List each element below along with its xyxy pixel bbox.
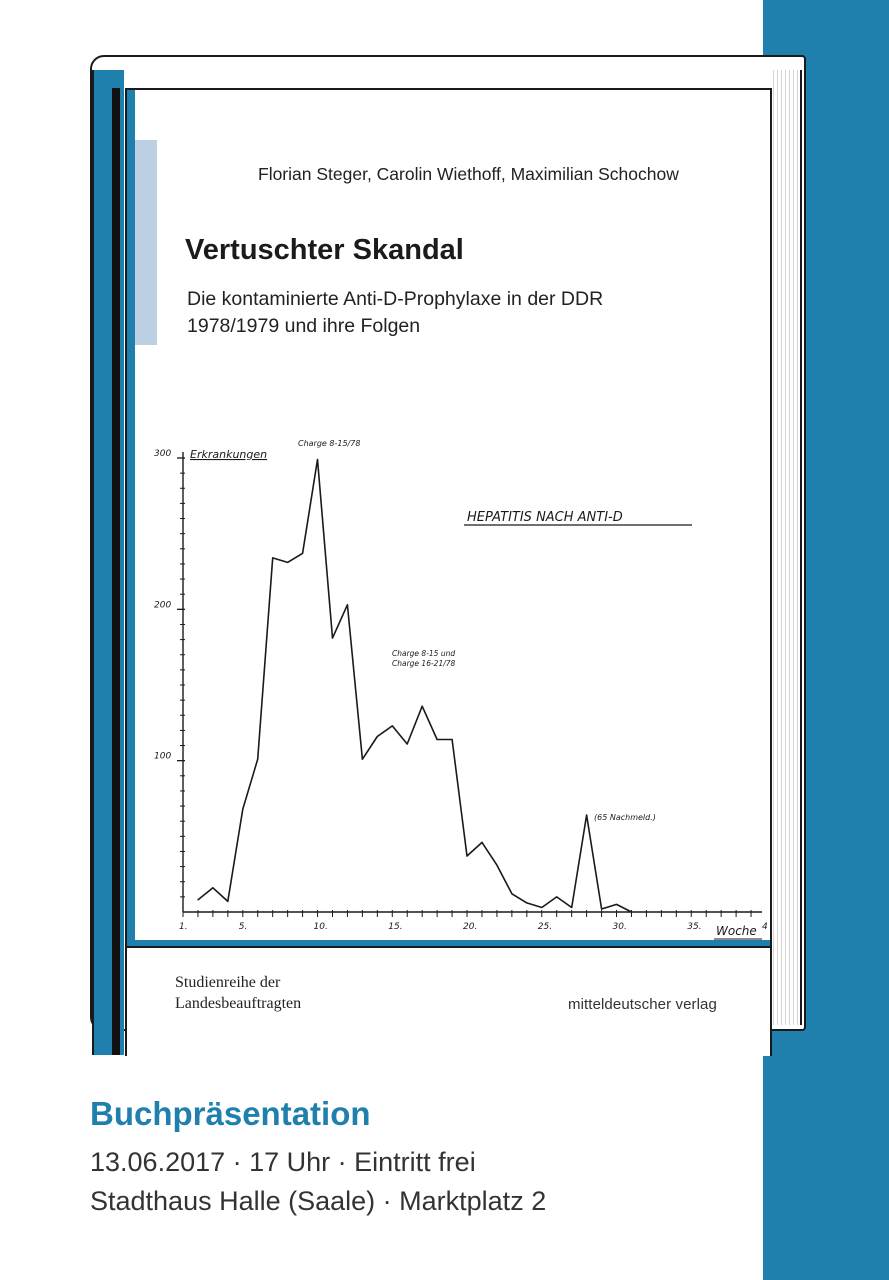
data-point xyxy=(212,887,213,888)
book-authors: Florian Steger, Carolin Wiethoff, Maximilian Schochow xyxy=(258,164,679,184)
data-point xyxy=(481,842,482,843)
data-point xyxy=(631,911,632,912)
publisher-name: mitteldeutscher verlag xyxy=(568,996,717,1013)
data-point xyxy=(287,562,288,563)
data-point xyxy=(257,759,258,760)
data-point xyxy=(526,902,527,903)
data-point xyxy=(362,759,363,760)
data-point xyxy=(466,855,467,856)
chart-title: HEPATITIS NACH ANTI-D xyxy=(467,510,623,525)
x-tick-label: 10. xyxy=(313,922,328,932)
event-date-time: 13.06.2017 · 17 Uhr · Eintritt frei xyxy=(90,1147,476,1177)
data-point xyxy=(556,896,557,897)
data-point xyxy=(422,706,423,707)
x-tick-label: 20. xyxy=(463,922,478,932)
annotation-charge-2a: Charge 8-15 und xyxy=(392,649,456,658)
data-point xyxy=(541,907,542,908)
data-point xyxy=(377,736,378,737)
y-axis-label: Erkrankungen xyxy=(190,448,268,461)
annotation-charge-2b: Charge 16-21/78 xyxy=(392,659,456,668)
data-point xyxy=(317,459,318,460)
y-tick-label: 200 xyxy=(154,600,172,611)
series-line2: Landesbeauftragten xyxy=(175,995,302,1012)
data-point xyxy=(242,808,243,809)
y-tick-label: 100 xyxy=(154,751,172,762)
x-tick-label: 4 xyxy=(762,922,768,932)
data-point xyxy=(451,739,452,740)
data-point xyxy=(332,637,333,638)
data-point xyxy=(347,604,348,605)
x-tick-label: 5. xyxy=(238,922,248,932)
data-point xyxy=(227,901,228,902)
event-heading: Buchpräsentation xyxy=(90,1095,371,1132)
data-point xyxy=(272,557,273,558)
data-point xyxy=(616,904,617,905)
data-point xyxy=(601,908,602,909)
data-point xyxy=(496,864,497,865)
data-point xyxy=(302,553,303,554)
series-name xyxy=(175,972,301,1014)
y-tick-label: 300 xyxy=(154,449,172,459)
x-axis-label: Woche xyxy=(716,924,757,938)
data-point xyxy=(586,815,587,816)
x-tick-label: 35. xyxy=(687,922,702,932)
data-point xyxy=(197,899,198,900)
chart-ticks xyxy=(154,449,768,932)
data-point xyxy=(437,739,438,740)
annotation-charge-1: Charge 8-15/78 xyxy=(298,439,361,448)
x-tick-label: 25. xyxy=(537,922,553,932)
x-tick-label: 30. xyxy=(612,922,627,932)
x-tick-label: 15. xyxy=(388,922,403,932)
series-line1: Studienreihe der xyxy=(175,974,281,991)
data-point xyxy=(407,743,408,744)
data-point xyxy=(511,893,512,894)
series-line-erkrankungen xyxy=(198,460,632,913)
x-tick-label: 1. xyxy=(179,922,188,932)
annotation-nachmeldungen: (65 Nachmeld.) xyxy=(594,813,656,822)
data-point xyxy=(571,907,572,908)
book-subtitle-line2: 1978/1979 und ihre Folgen xyxy=(187,315,421,337)
data-point xyxy=(392,725,393,726)
book-title: Vertuschter Skandal xyxy=(185,234,464,266)
event-location: Stadthaus Halle (Saale) · Marktplatz 2 xyxy=(90,1186,547,1216)
book-subtitle-line1: Die kontaminierte Anti-D-Prophylaxe in der DDR xyxy=(187,288,604,310)
